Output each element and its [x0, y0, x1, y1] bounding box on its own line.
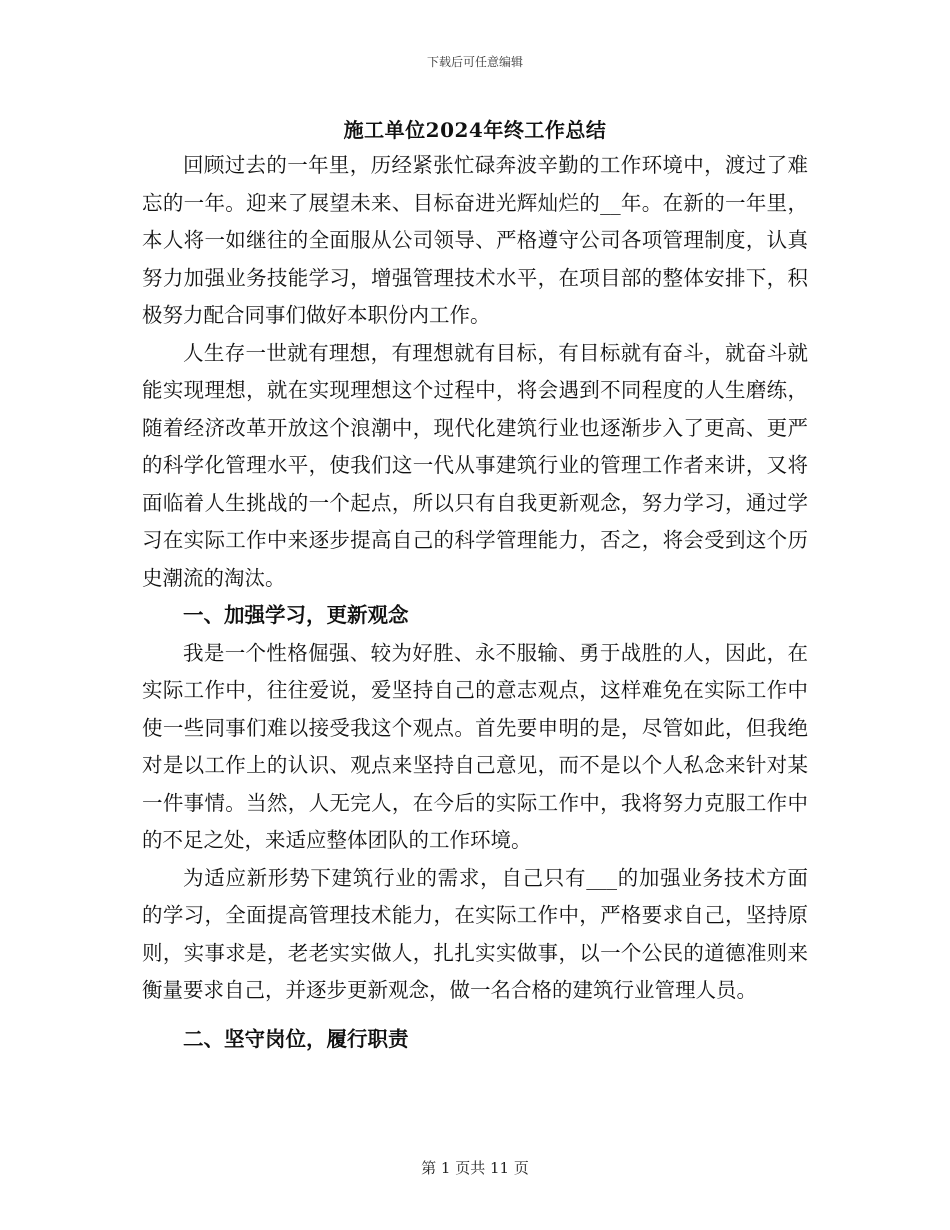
document-body	[142, 147, 808, 1058]
section-heading-2: 二、坚守岗位，履行职责	[183, 1026, 409, 1051]
page-footer: 第 1 页共 11 页	[421, 1159, 529, 1177]
paragraph-personality: 我是一个性格倔强、较为好胜、永不服输、勇于战胜的人，因此，在实际工作中，往往爱说，爱坚持自己的意志观点，这样难免在实际工作中使一些同事们难以接受我这个观点。首先要申明的是，尽管如此，但我绝对是以工作上的认识、观点来坚持自己意见，而不是以个人私念来针对某一件事情。当然，人无完人，在今后的实际工作中，我将努力克服工作中的不足之处，来适应整体团队的工作环境。	[142, 640, 808, 852]
paragraph-intro: 回顾过去的一年里，历经紧张忙碌奔波辛勤的工作环境中，渡过了难忘的一年。迎来了展望未来、目标奋进光辉灿烂的__年。在新的一年里，本人将一如继往的全面服从公司领导、严格遵守公司各项管理制度，认真努力加强业务技能学习，增强管理技术水平，在项目部的整体安排下，积极努力配合同事们做好本职份内工作。	[142, 153, 808, 327]
paragraph-requirements: 为适应新形势下建筑行业的需求，自己只有___的加强业务技术方面的学习，全面提高管理技术能力，在实际工作中，严格要求自己，坚持原则，实事求是，老老实实做人，扎扎实实做事，以一个公民的道德准则来衡量要求自己，并逐步更新观念，做一名合格的建筑行业管理人员。	[142, 865, 808, 1002]
document-title: 施工单位2024年终工作总结	[343, 118, 607, 142]
header-note: 下载后可任意编辑	[426, 55, 523, 69]
paragraph-ideals: 人生存一世就有理想，有理想就有目标，有目标就有奋斗，就奋斗就能实现理想，就在实现理想这个过程中，将会遇到不同程度的人生磨练，随着经济改革开放这个浪潮中，现代化建筑行业也逐渐步入了更高、更严的科学化管理水平，使我们这一代从事建筑行业的管理工作者来讲，又将面临着人生挑战的一个起点，所以只有自我更新观念，努力学习，通过学习在实际工作中来逐步提高自己的科学管理能力，否之，将会受到这个历史潮流的淘汰。	[142, 340, 808, 590]
section-heading-1: 一、加强学习，更新观念	[183, 603, 409, 627]
